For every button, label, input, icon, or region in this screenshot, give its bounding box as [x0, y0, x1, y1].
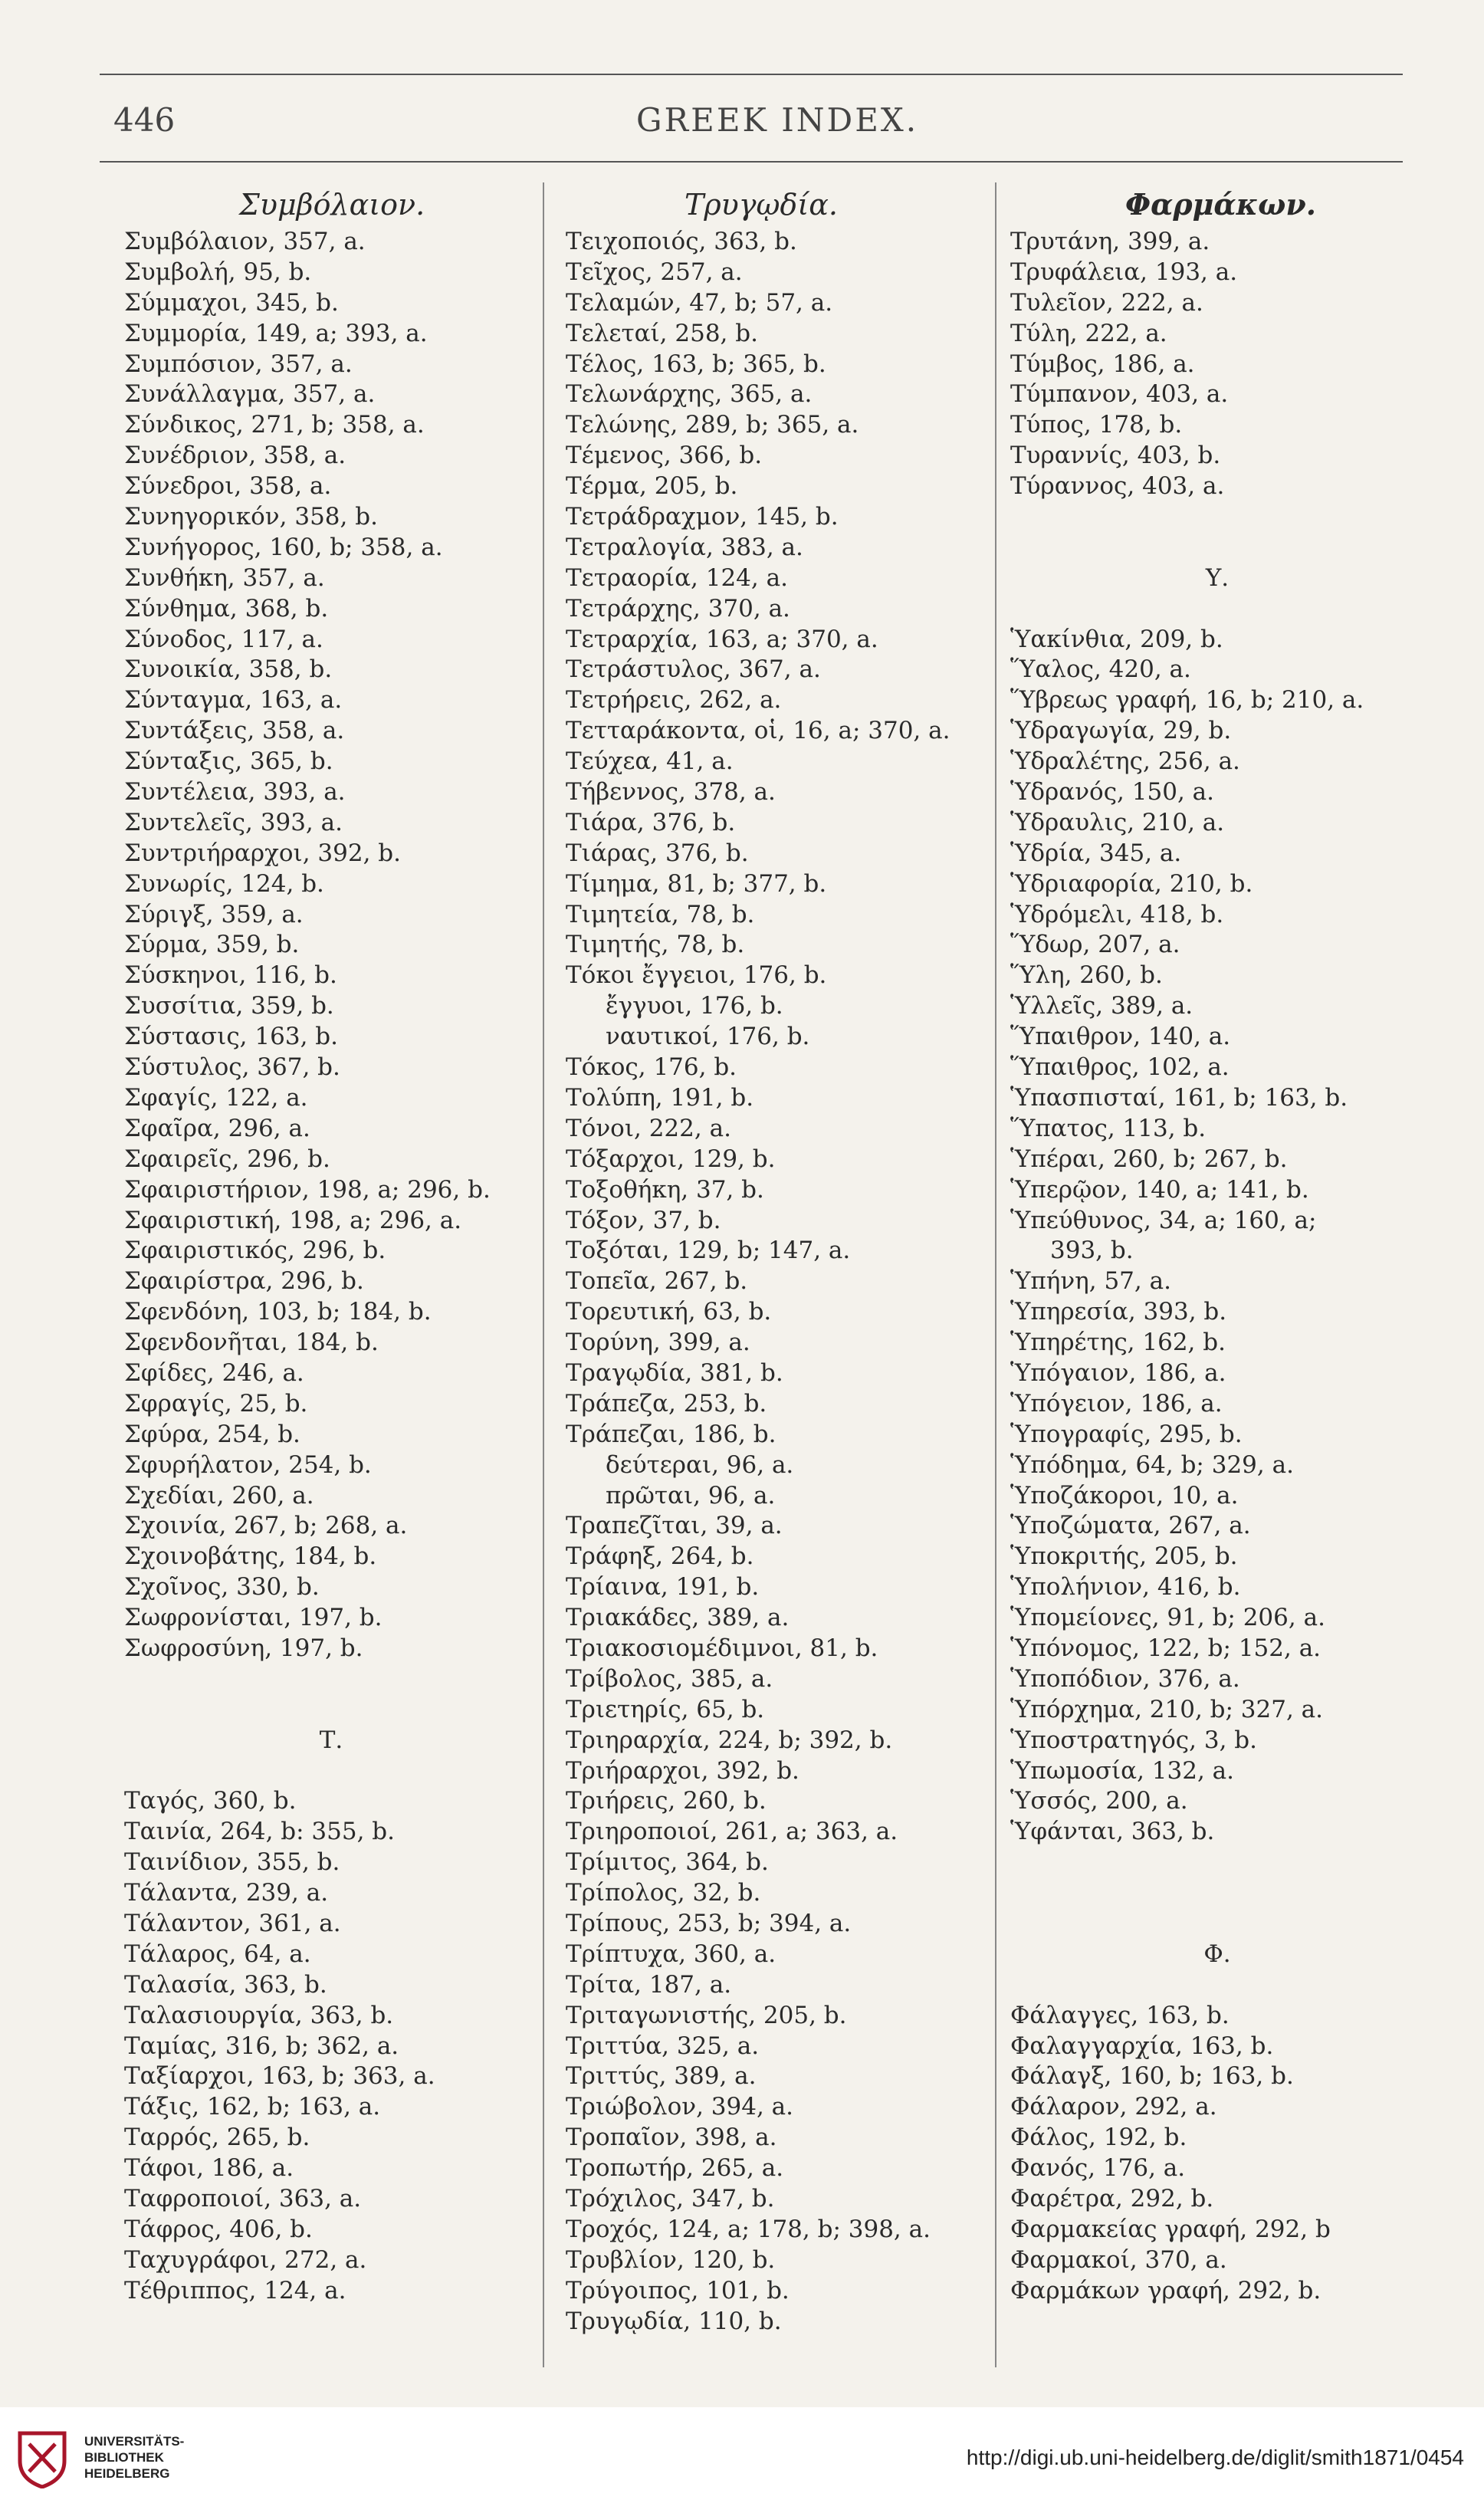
index-column-2 [566, 182, 991, 2337]
index-entry: Τετράστυλος, 367, a. [566, 655, 821, 684]
index-entry: Ὑποστρατηγός, 3, b. [1010, 1726, 1257, 1754]
index-entry: Τρίπτυχα, 360, a. [566, 1940, 776, 1968]
index-entry: Τόνοι, 222, a. [566, 1114, 731, 1142]
index-entry: Τοπεῖα, 267, b. [566, 1267, 748, 1296]
index-entry: Τιάρα, 376, b. [566, 808, 736, 836]
index-entry: Ὑπεύθυνος, 34, a; 160, a; [1010, 1206, 1317, 1234]
index-entry: Σύνταξις, 365, b. [124, 747, 333, 776]
index-entry: Τέμενος, 366, b. [566, 442, 763, 470]
index-entry: Ὑδρόμελι, 418, b. [1010, 900, 1224, 928]
index-entry: Ὑπέραι, 260, b; 267, b. [1010, 1145, 1288, 1173]
spacer [1010, 1970, 1424, 2001]
index-entry: Φαλαγγαρχία, 163, b. [1010, 2032, 1274, 2060]
index-entry: Τελεταί, 258, b. [566, 319, 758, 347]
index-entry: Τράφηξ, 264, b. [566, 1542, 754, 1571]
index-entry: Σύνδικος, 271, b; 358, a. [124, 411, 425, 439]
index-entry: Ταλασιουργία, 363, b. [124, 2001, 394, 2029]
spacer [124, 1664, 538, 1695]
index-entry: Τόκος, 176, b. [566, 1053, 737, 1082]
index-entry: Τελωνάρχης, 365, a. [566, 380, 813, 409]
index-entry: Τράπεζαι, 186, b. [566, 1420, 776, 1448]
library-name: UNIVERSITÄTS- BIBLIOTHEK HEIDELBERG [84, 2434, 185, 2481]
index-entry: Ὑποζάκοροι, 10, a. [1010, 1481, 1239, 1509]
index-column-3 [1010, 182, 1424, 2307]
index-entry: Ὑδρανός, 150, a. [1010, 778, 1214, 806]
spacer [1010, 1848, 1424, 1878]
index-entry: Σύνταγμα, 163, a. [124, 686, 343, 714]
index-entry: Σωφροσύνη, 197, b. [124, 1634, 363, 1662]
index-entry: Φαρέτρα, 292, b. [1010, 2185, 1214, 2212]
index-entry: Ταρρός, 265, b. [124, 2124, 310, 2152]
index-subentry: ἔγγυοι, 176, b. [606, 992, 783, 1020]
index-entry: Σχοινοβάτης, 184, b. [124, 1542, 377, 1571]
index-entry: Τέρμα, 205, b. [566, 472, 738, 501]
index-entry: Ταγός, 360, b. [124, 1787, 297, 1815]
index-entry: Σφίδες, 246, a. [124, 1358, 304, 1387]
index-entry: Συσσίτια, 359, b. [124, 992, 334, 1020]
index-entry: Συντελεῖς, 393, a. [124, 808, 343, 836]
spacer [124, 1756, 538, 1787]
index-entry: Τέλος, 163, b; 365, b. [566, 350, 826, 378]
index-entry: Σφαιρίστρα, 296, b. [124, 1267, 364, 1296]
index-entry: Σφαιρεῖς, 296, b. [124, 1145, 330, 1173]
index-entry: Ὑπασπισταί, 161, b; 163, b. [1010, 1083, 1348, 1112]
index-entry: Ὑακίνθια, 209, b. [1010, 625, 1223, 653]
index-entry: Φαρμάκων γραφή, 292, b. [1010, 2276, 1321, 2304]
spacer [1010, 502, 1424, 533]
index-entry: Τυραννίς, 403, b. [1010, 442, 1221, 470]
index-entry: Ὑπόδημα, 64, b; 329, a. [1010, 1450, 1294, 1479]
index-entry: Τριακάδες, 389, a. [566, 1604, 790, 1632]
index-entry: Σφαιριστικός, 296, b. [124, 1237, 386, 1265]
index-entry: Ὑπερῷον, 140, a; 141, b. [1010, 1175, 1309, 1204]
index-entry: Φάλαγξ, 160, b; 163, b. [1010, 2062, 1294, 2091]
index-entry: Σφενδονῆται, 184, b. [124, 1329, 379, 1357]
index-entry: Ὑδρία, 345, a. [1010, 839, 1182, 867]
column-heading: Τρυγῳδία. [685, 188, 839, 222]
column-heading: Φαρμάκων. [1125, 187, 1316, 222]
index-entry: Τροπαῖον, 398, a. [566, 2124, 777, 2152]
index-entry: Σύσκηνοι, 116, b. [124, 961, 337, 990]
index-entry: Τύλη, 222, a. [1010, 319, 1167, 347]
section-letter: Φ. [1203, 1940, 1231, 1968]
index-entry: Τριττύα, 325, a. [566, 2032, 760, 2060]
index-entry: Τρίτα, 187, a. [566, 1970, 732, 1999]
index-entry: Τάφρος, 406, b. [124, 2215, 313, 2243]
index-entry: Τετταράκοντα, οἱ, 16, a; 370, a. [566, 717, 950, 745]
index-entry: Σύστασις, 163, b. [124, 1023, 338, 1051]
index-entry: Τριττύς, 389, a. [566, 2062, 757, 2091]
index-entry: Ὑσσός, 200, a. [1010, 1787, 1188, 1815]
index-entry: Τροχός, 124, a; 178, b; 398, a. [566, 2215, 931, 2243]
index-entry: Τορευτική, 63, b. [566, 1298, 772, 1326]
index-entry: Ὕλη, 260, b. [1010, 961, 1163, 990]
index-entry: Τρίμιτος, 364, b. [566, 1848, 769, 1877]
index-entry: Συνθήκη, 357, a. [124, 563, 325, 592]
index-entry: Συμπόσιον, 357, a. [124, 350, 353, 378]
index-entry: Φάλαγγες, 163, b. [1010, 2001, 1230, 2029]
index-entry: Συμβόλαιον, 357, a. [124, 228, 366, 255]
running-title: GREEK INDEX. [636, 101, 919, 139]
index-entry: Ὑφάνται, 363, b. [1010, 1818, 1215, 1846]
index-entry: Σφαγίς, 122, a. [124, 1083, 308, 1112]
index-entry: Σχοινία, 267, b; 268, a. [124, 1512, 408, 1540]
index-entry: Σύνοδος, 117, a. [124, 625, 323, 653]
index-entry: Φαρμακείας γραφή, 292, b [1010, 2215, 1331, 2243]
index-entry: Σύνεδροι, 358, a. [124, 472, 332, 501]
index-entry: Ὑδριαφορία, 210, b. [1010, 869, 1253, 898]
index-entry: Τριήραρχοι, 392, b. [566, 1756, 799, 1785]
index-entry: Τίμημα, 81, b; 377, b. [566, 869, 827, 898]
index-entry: Ὕδωρ, 207, a. [1010, 931, 1180, 959]
index-entry: Σφενδόνη, 103, b; 184, b. [124, 1298, 432, 1326]
index-entry: Σύριγξ, 359, a. [124, 900, 304, 928]
index-entry: Συνωρίς, 124, b. [124, 869, 324, 898]
index-entry: Τριταγωνιστής, 205, b. [566, 2001, 847, 2029]
index-entry: Ὑπηρέτης, 162, b. [1010, 1329, 1226, 1357]
index-entry: Ὕπατος, 113, b. [1010, 1114, 1207, 1142]
index-entry: Τρίπολος, 32, b. [566, 1879, 761, 1907]
index-entry: Ταμίας, 316, b; 362, a. [124, 2032, 399, 2060]
index-entry: Τρίπους, 253, b; 394, a. [566, 1909, 852, 1937]
university-logo-icon [15, 2427, 69, 2488]
index-entry: Ταλασία, 363, b. [124, 1970, 327, 1999]
index-entry: Ὕβρεως γραφή, 16, b; 210, a. [1010, 686, 1364, 714]
index-entry: Τρύγοιπος, 101, b. [566, 2276, 790, 2304]
section-letter: Τ. [319, 1726, 343, 1754]
index-entry: Τραγῳδία, 381, b. [566, 1358, 783, 1387]
index-entry: Σύστυλος, 367, b. [124, 1053, 340, 1082]
index-subentry: ναυτικοί, 176, b. [606, 1023, 810, 1051]
column-rule-left [543, 182, 544, 2367]
spacer [1010, 1909, 1424, 1940]
index-entry: Ὑποπόδιον, 376, a. [1010, 1664, 1240, 1693]
index-entry: Τεύχεα, 41, a. [566, 747, 734, 776]
section-letter: Υ. [1205, 563, 1230, 592]
index-entry: Ὑδραγωγία, 29, b. [1010, 717, 1232, 745]
index-entry: Σφύρα, 254, b. [124, 1420, 300, 1448]
index-entry: Τρόχιλος, 347, b. [566, 2185, 775, 2212]
index-entry: Ὑπόγαιον, 186, a. [1010, 1358, 1226, 1387]
index-entry: Ὑπογραφίς, 295, b. [1010, 1420, 1243, 1448]
index-entry: Τρυτάνη, 399, a. [1010, 228, 1210, 255]
index-entry: Τιάρας, 376, b. [566, 839, 749, 867]
source-url[interactable]: http://digi.ub.uni-heidelberg.de/diglit/smith1871/0454 [966, 2446, 1464, 2469]
index-entry: Τύμπανον, 403, a. [1010, 380, 1229, 409]
index-entry: Ὕαλος, 420, a. [1010, 655, 1191, 684]
index-entry: Συντριήραρχοι, 392, b. [124, 839, 401, 867]
index-entry: Τολύπη, 191, b. [566, 1083, 754, 1112]
index-entry: Συνάλλαγμα, 357, a. [124, 380, 376, 409]
page-number: 446 [113, 101, 176, 139]
index-entry: Συνέδριον, 358, a. [124, 442, 346, 470]
index-entry: Τιμητής, 78, b. [566, 931, 745, 959]
index-entry: Σωφρονίσται, 197, b. [124, 1604, 382, 1632]
index-entry: Ὕπαιθρος, 102, a. [1010, 1053, 1230, 1082]
index-entry: Ὑπηρεσία, 393, b. [1010, 1298, 1227, 1326]
index-entry: Τύμβος, 186, a. [1010, 350, 1195, 378]
index-entry: Σύρμα, 359, b. [124, 931, 300, 959]
index-entry: Ὑποκριτής, 205, b. [1010, 1542, 1238, 1571]
index-entry: Τοξοθήκη, 37, b. [566, 1175, 764, 1204]
index-entry: Ταχυγράφοι, 272, a. [124, 2245, 367, 2274]
index-entry: Τήβεννος, 378, a. [566, 778, 776, 806]
index-entry: Τέθριππος, 124, a. [124, 2276, 346, 2304]
index-entry: Τόξον, 37, b. [566, 1206, 721, 1234]
index-entry: Τάλαρος, 64, a. [124, 1940, 311, 1968]
index-entry: Τράπεζα, 253, b. [566, 1389, 767, 1417]
index-entry: Τετραορία, 124, a. [566, 563, 788, 592]
index-entry: Τριακοσιομέδιμνοι, 81, b. [566, 1634, 878, 1662]
index-entry: Σφυρήλατον, 254, b. [124, 1450, 372, 1479]
index-entry: Τρίβολος, 385, a. [566, 1664, 773, 1693]
index-entry: Τορύνη, 399, a. [566, 1329, 750, 1357]
index-entry: Τρυφάλεια, 193, a. [1010, 258, 1238, 286]
index-entry: Τρυγῳδία, 110, b. [566, 2307, 782, 2335]
index-entry: Ὑλλεῖς, 389, a. [1010, 992, 1193, 1020]
index-entry: Σχεδίαι, 260, a. [124, 1481, 314, 1509]
index-entry: Τετρήρεις, 262, a. [566, 686, 782, 714]
index-entry: Τριώβολον, 394, a. [566, 2093, 793, 2121]
top-rule [100, 74, 1403, 75]
index-entry: Τεῖχος, 257, a. [566, 258, 743, 286]
index-entry: Φαρμακοί, 370, a. [1010, 2245, 1227, 2274]
index-entry: Ὑδραλέτης, 256, a. [1010, 747, 1240, 776]
index-entry: Τριηροποιοί, 261, a; 363, a. [566, 1818, 898, 1846]
index-entry: Τάλαντον, 361, a. [124, 1909, 341, 1937]
index-entry: Ὑπωμοσία, 132, a. [1010, 1756, 1235, 1785]
index-entry: Τρίαινα, 191, b. [566, 1573, 760, 1601]
index-entry: Ταινία, 264, b: 355, b. [124, 1818, 396, 1846]
index-entry: Σχοῖνος, 330, b. [124, 1573, 320, 1601]
index-entry: Τρυβλίον, 120, b. [566, 2245, 776, 2274]
index-entry: Ταφροποιοί, 363, a. [124, 2185, 362, 2212]
spacer [124, 1695, 538, 1726]
column-rule-right [995, 182, 996, 2367]
header-rule [100, 161, 1403, 163]
index-entry: Ὑπομείονες, 91, b; 206, a. [1010, 1604, 1325, 1632]
spacer [1010, 594, 1424, 625]
index-entry: Τειχοποιός, 363, b. [566, 228, 797, 255]
index-entry: Φανός, 176, a. [1010, 2154, 1186, 2183]
index-entry: Τετράρχης, 370, a. [566, 594, 790, 623]
index-entry: Σφαιριστήριον, 198, a; 296, b. [124, 1175, 491, 1204]
index-entry: Ὑπήνη, 57, a. [1010, 1267, 1171, 1296]
index-entry: Τάξις, 162, b; 163, a. [124, 2093, 381, 2121]
spacer [1010, 533, 1424, 563]
index-entry: Τετραρχία, 163, a; 370, a. [566, 625, 878, 653]
index-entry: Τόκοι ἔγγειοι, 176, b. [566, 961, 827, 990]
index-entry: Τάλαντα, 239, a. [124, 1879, 329, 1907]
index-subentry: δεύτεραι, 96, a. [606, 1450, 794, 1479]
index-entry: Ὕπαιθρον, 140, a. [1010, 1023, 1231, 1051]
index-entry: Φάλος, 192, b. [1010, 2124, 1187, 2152]
index-entry: Τετράδραχμον, 145, b. [566, 503, 839, 531]
index-entry: Σύμμαχοι, 345, b. [124, 288, 339, 317]
index-entry: Σφαιριστική, 198, a; 296, a. [124, 1206, 462, 1234]
index-entry: Τοξόται, 129, b; 147, a. [566, 1237, 851, 1265]
index-entry: Τελαμών, 47, b; 57, a. [566, 288, 833, 317]
index-entry: Σφραγίς, 25, b. [124, 1389, 308, 1417]
index-entry: Τύραννος, 403, a. [1010, 472, 1225, 501]
index-entry: Ὑδραυλις, 210, a. [1010, 808, 1225, 836]
index-entry: Τριήρεις, 260, b. [566, 1787, 767, 1815]
index-entry: Τιμητεία, 78, b. [566, 900, 755, 928]
index-column-1 [124, 182, 538, 2307]
column-heading: Συμβόλαιον. [239, 188, 425, 222]
index-entry: Ταινίδιον, 355, b. [124, 1848, 340, 1877]
index-entry: Συντέλεια, 393, a. [124, 778, 346, 806]
index-entry: Φάλαρον, 292, a. [1010, 2093, 1217, 2121]
index-entry: Συνηγορικόν, 358, b. [124, 503, 378, 531]
index-entry: Ὑπόγειον, 186, a. [1010, 1389, 1223, 1417]
index-entry: Ὑπόνομος, 122, b; 152, a. [1010, 1634, 1321, 1662]
index-entry: Σφαῖρα, 296, a. [124, 1114, 310, 1142]
index-entry: Ὑποζώματα, 267, a. [1010, 1512, 1251, 1540]
spacer [1010, 1878, 1424, 1909]
index-entry: Συμβολή, 95, b. [124, 258, 312, 286]
index-entry: Συμμορία, 149, a; 393, a. [124, 319, 428, 347]
index-entry: Τριετηρίς, 65, b. [566, 1695, 765, 1723]
index-entry: Τελώνης, 289, b; 365, a. [566, 411, 859, 439]
index-entry: Συνοικία, 358, b. [124, 655, 333, 684]
index-entry: Τραπεζῖται, 39, a. [566, 1512, 783, 1540]
footer-bar [0, 2407, 1484, 2513]
index-entry: Ταξίαρχοι, 163, b; 363, a. [124, 2062, 435, 2091]
index-entry: Ὑπολήνιον, 416, b. [1010, 1573, 1241, 1601]
index-subentry: πρῶται, 96, a. [606, 1481, 776, 1509]
index-entry: Τόξαρχοι, 129, b. [566, 1145, 776, 1173]
index-entry: Τυλεῖον, 222, a. [1010, 288, 1203, 317]
index-entry: Συντάξεις, 358, a. [124, 717, 345, 745]
index-entry: Τριηραρχία, 224, b; 392, b. [566, 1726, 893, 1754]
index-subentry: 393, b. [1050, 1237, 1134, 1265]
index-entry: Ὑπόρχημα, 210, b; 327, a. [1010, 1695, 1324, 1723]
index-entry: Συνήγορος, 160, b; 358, a. [124, 533, 443, 561]
index-entry: Τύπος, 178, b. [1010, 411, 1183, 439]
index-entry: Τάφοι, 186, a. [124, 2154, 294, 2183]
index-entry: Τετραλογία, 383, a. [566, 533, 803, 561]
index-entry: Τροπωτήρ, 265, a. [566, 2154, 784, 2183]
index-entry: Σύνθημα, 368, b. [124, 594, 329, 623]
